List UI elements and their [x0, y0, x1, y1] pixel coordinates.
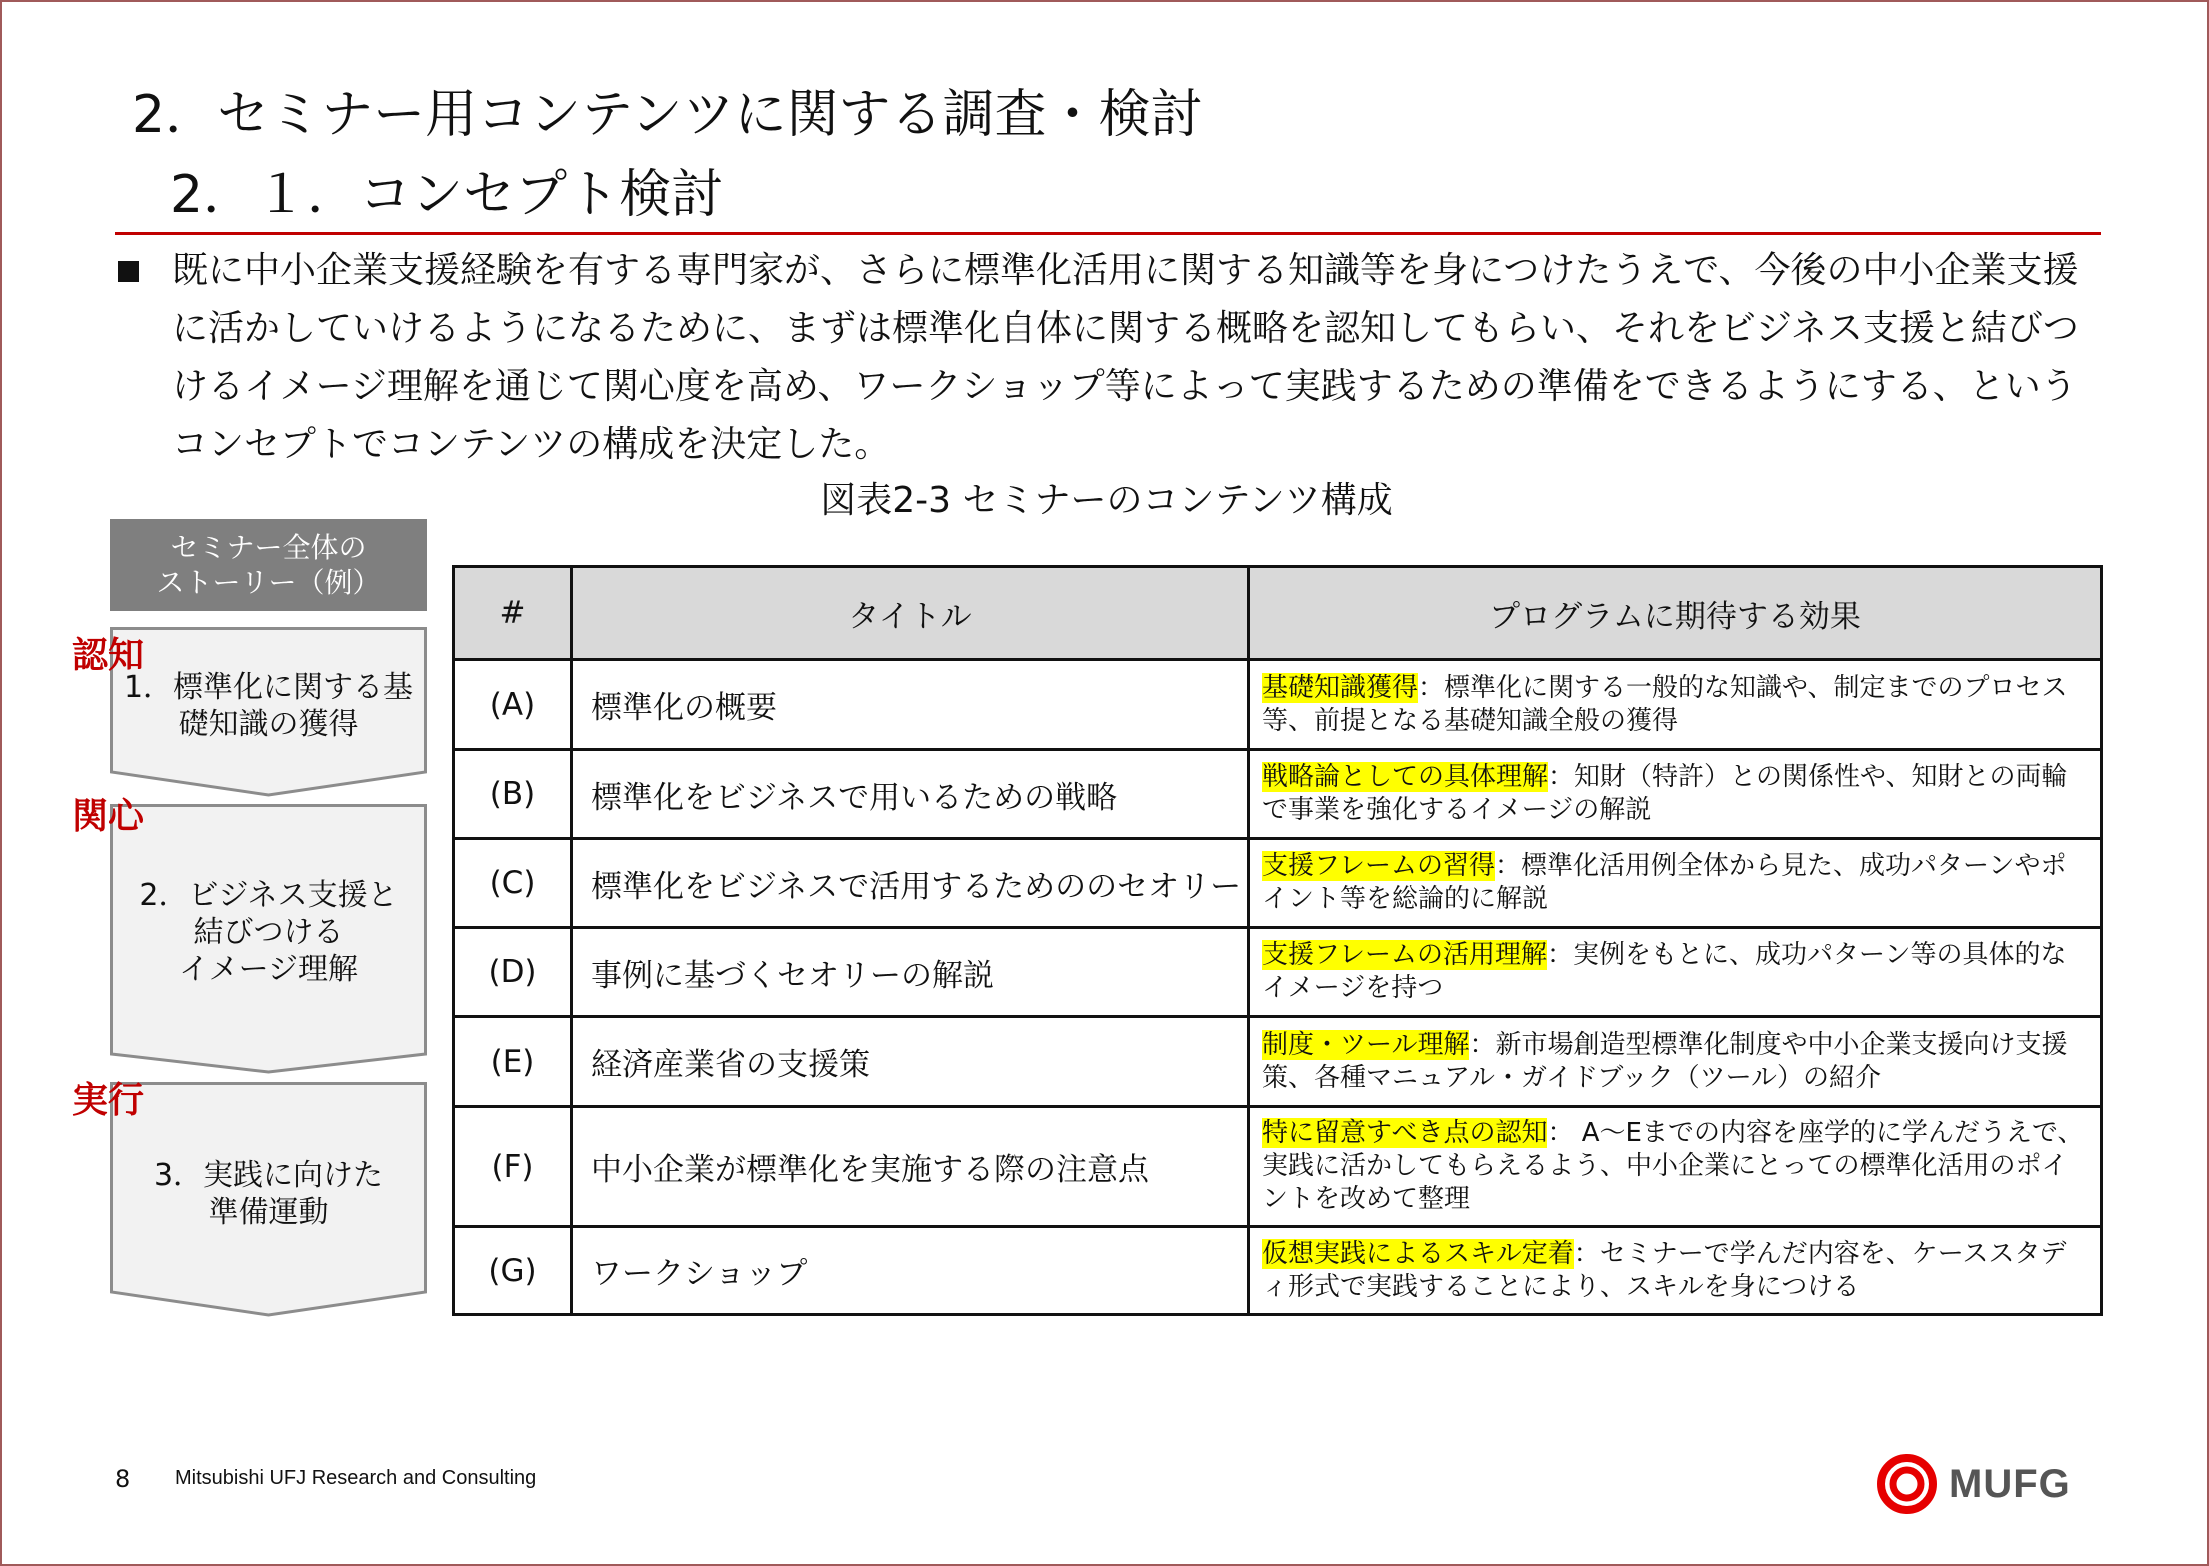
- row-id: (D): [454, 928, 572, 1017]
- row-id: (C): [454, 839, 572, 928]
- table-row: [454, 1227, 2102, 1315]
- effect-text: ：実例をもとに、成功パターン等の具体的なイメージを持つ: [1262, 940, 2067, 1003]
- stage-label-interest: 関心: [72, 796, 145, 837]
- row-id: (B): [454, 750, 572, 839]
- figure-caption: 図表2-3 セミナーのコンテンツ構成: [820, 480, 1393, 521]
- stage-label-awareness: 認知: [72, 635, 145, 676]
- story-header-line1: セミナー全体の: [170, 531, 367, 564]
- row-effect: [1249, 660, 2102, 750]
- row-id: (G): [454, 1227, 572, 1315]
- story-step-3-label: 3．実践に向けた 準備運動: [153, 1158, 384, 1230]
- company-name: Mitsubishi UFJ Research and Consulting: [175, 1467, 537, 1489]
- story-step-2: [110, 804, 427, 1074]
- row-title: 経済産業省の支援策: [572, 1017, 1249, 1107]
- row-title: 標準化をビジネスで活用するためののセオリー: [572, 839, 1249, 928]
- row-title: 標準化をビジネスで用いるための戦略: [572, 750, 1249, 839]
- row-title: 事例に基づくセオリーの解説: [572, 928, 1249, 1017]
- effect-highlight: 基礎知識獲得: [1262, 672, 1419, 703]
- row-title: 中小企業が標準化を実施する際の注意点: [572, 1107, 1249, 1227]
- title-divider: [115, 232, 2101, 235]
- story-step-1-label: 1．標準化に関する基 礎知識の獲得: [123, 670, 414, 742]
- effect-highlight: 支援フレームの活用理解: [1262, 940, 1547, 970]
- column-header-effect: プログラムに期待する効果: [1249, 567, 2102, 660]
- mufg-logo-icon: [1877, 1454, 1937, 1514]
- row-title: 標準化の概要: [572, 660, 1249, 750]
- row-effect: [1249, 839, 2102, 928]
- table-row: [454, 928, 2102, 1017]
- story-step-3: [110, 1082, 427, 1317]
- row-effect: [1249, 750, 2102, 839]
- effect-text: ：セミナーで学んだ内容を、ケーススタディ形式で実践することにより、スキルを身につける: [1262, 1238, 2067, 1302]
- effect-text: ：知財（特許）との関係性や、知財との両輪で事業を強化するイメージの解説: [1262, 762, 2068, 825]
- story-step-1: [110, 627, 427, 797]
- intro-text: 既に中小企業支援経験を有する専門家が、さらに標準化活用に関する知識等を身につけたうえで、今後の中小企業支援に活かしていけるようになるために、まずは標準化自体に関する概略を認知してもらい、それをビジネス支援と結びつけるイメージ理解を通じて関心度を高め、ワークショップ等によって実践するための準備をできるようにする、というコンセプトでコンテンツの構成を決定した。: [172, 250, 2079, 465]
- content-table: [452, 565, 2103, 1316]
- table-header-row: [454, 567, 2102, 660]
- row-id: (A): [454, 660, 572, 750]
- effect-text: ：標準化活用例全体から見た、成功パターンやポイント等を総論的に解説: [1262, 851, 2067, 914]
- column-header-title: タイトル: [572, 567, 1249, 660]
- row-title: ワークショップ: [572, 1227, 1249, 1315]
- row-effect: [1249, 1017, 2102, 1107]
- row-id: (F): [454, 1107, 572, 1227]
- stage-label-execution: 実行: [72, 1080, 145, 1121]
- column-header-number: #: [454, 567, 572, 660]
- row-effect: [1249, 928, 2102, 1017]
- effect-highlight: 支援フレームの習得: [1262, 851, 1495, 881]
- story-header: [110, 519, 427, 611]
- table-row: [454, 750, 2102, 839]
- story-step-2-label: 2．ビジネス支援と 結びつける イメージ理解: [139, 878, 398, 987]
- effect-text: ：新市場創造型標準化制度や中小企業支援向け支援策、各種マニュアル・ガイドブック（ツール）の紹介: [1262, 1029, 2068, 1093]
- page-subtitle: 2．１．コンセプト検討: [170, 165, 724, 225]
- effect-highlight: 戦略論としての具体理解: [1262, 762, 1549, 792]
- page-number: 8: [115, 1465, 131, 1493]
- story-header-line2: ストーリー（例）: [156, 566, 381, 599]
- effect-text: ：標準化に関する一般的な知識や、制定までのプロセス等、前提となる基礎知識全般の獲得: [1262, 672, 2068, 736]
- table-row: [454, 1107, 2102, 1227]
- bullet-square-icon: [118, 261, 139, 282]
- table-row: [454, 1017, 2102, 1107]
- effect-highlight: 制度・ツール理解: [1262, 1029, 1470, 1060]
- row-effect: [1249, 1107, 2102, 1227]
- page-title: 2．セミナー用コンテンツに関する調査・検討: [132, 85, 1203, 145]
- logo-wordmark: MUFG: [1949, 1461, 2071, 1506]
- effect-highlight: 仮想実践によるスキル定着: [1262, 1238, 1574, 1269]
- row-id: (E): [454, 1017, 572, 1107]
- table-row: [454, 839, 2102, 928]
- table-row: [454, 660, 2102, 750]
- effect-text: ： A～Eまでの内容を座学的に学んだうえで、実践に活かしてもらえるよう、中小企業にとっての標準化活用のポイントを改めて整理: [1262, 1118, 2084, 1214]
- mufg-logo: [1877, 1454, 2071, 1514]
- intro-bullet: [115, 242, 2085, 474]
- effect-highlight: 特に留意すべき点の認知: [1262, 1118, 1548, 1148]
- row-effect: [1249, 1227, 2102, 1315]
